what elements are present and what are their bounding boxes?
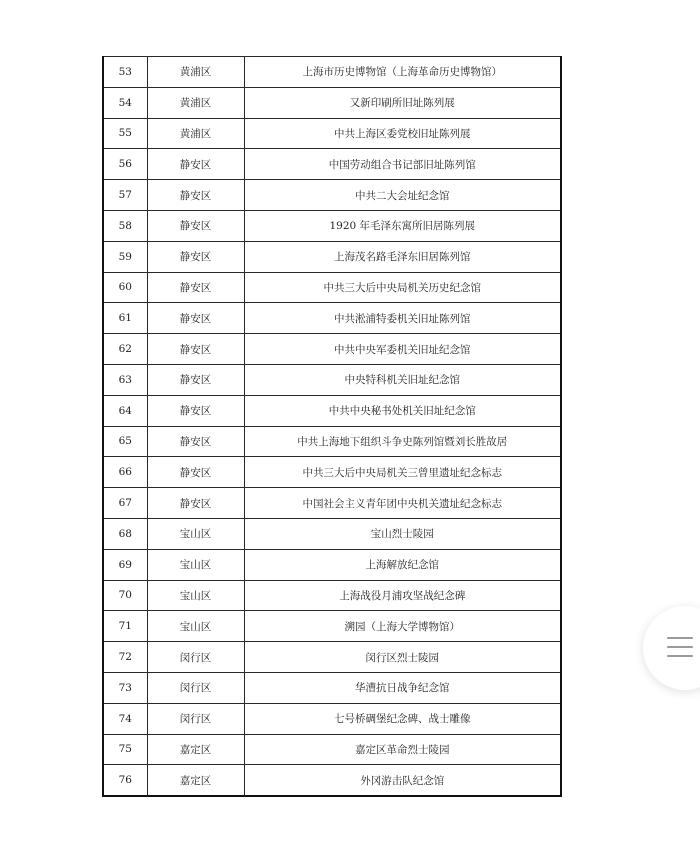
- site-name-cell: 中央特科机关旧址纪念馆: [244, 364, 561, 395]
- site-name-cell: 宝山烈士陵园: [244, 518, 561, 549]
- site-name-cell: 嘉定区革命烈士陵园: [244, 734, 561, 765]
- site-name-cell: 闵行区烈士陵园: [244, 642, 561, 673]
- row-number-cell: 59: [103, 241, 147, 272]
- site-name-cell: 中共淞浦特委机关旧址陈列馆: [244, 303, 561, 334]
- row-number-cell: 62: [103, 334, 147, 365]
- site-name-cell: 1920 年毛泽东寓所旧居陈列展: [244, 210, 561, 241]
- table-row: [103, 457, 561, 488]
- site-name-cell: 中国劳动组合书记部旧址陈列馆: [244, 149, 561, 180]
- table-row: [103, 580, 561, 611]
- row-number-cell: 71: [103, 611, 147, 642]
- site-name-cell: 中共三大后中央局机关三曾里遗址纪念标志: [244, 457, 561, 488]
- district-cell: 静安区: [147, 395, 244, 426]
- district-cell: 静安区: [147, 272, 244, 303]
- table-row: [103, 57, 561, 88]
- table-row: [103, 518, 561, 549]
- table-row: [103, 149, 561, 180]
- district-cell: 宝山区: [147, 611, 244, 642]
- site-name-cell: 上海战役月浦攻坚战纪念碑: [244, 580, 561, 611]
- row-number-cell: 65: [103, 426, 147, 457]
- row-number-cell: 60: [103, 272, 147, 303]
- district-cell: 宝山区: [147, 518, 244, 549]
- table-row: [103, 672, 561, 703]
- district-cell: 静安区: [147, 180, 244, 211]
- district-cell: 宝山区: [147, 549, 244, 580]
- district-cell: 嘉定区: [147, 765, 244, 796]
- table-row: [103, 272, 561, 303]
- district-cell: 静安区: [147, 426, 244, 457]
- district-cell: 静安区: [147, 241, 244, 272]
- district-cell: 黄浦区: [147, 118, 244, 149]
- row-number-cell: 73: [103, 672, 147, 703]
- row-number-cell: 68: [103, 518, 147, 549]
- site-name-cell: 中共中央秘书处机关旧址纪念馆: [244, 395, 561, 426]
- district-cell: 闵行区: [147, 703, 244, 734]
- district-cell: 宝山区: [147, 580, 244, 611]
- table-row: [103, 395, 561, 426]
- memorial-sites-table: [102, 56, 562, 797]
- row-number-cell: 55: [103, 118, 147, 149]
- site-name-cell: 中共中央军委机关旧址纪念馆: [244, 334, 561, 365]
- table-row: [103, 488, 561, 519]
- row-number-cell: 64: [103, 395, 147, 426]
- row-number-cell: 66: [103, 457, 147, 488]
- row-number-cell: 63: [103, 364, 147, 395]
- row-number-cell: 61: [103, 303, 147, 334]
- district-cell: 静安区: [147, 457, 244, 488]
- table-row: [103, 611, 561, 642]
- site-name-cell: 七号桥碉堡纪念碑、战士雕像: [244, 703, 561, 734]
- row-number-cell: 54: [103, 87, 147, 118]
- district-cell: 静安区: [147, 210, 244, 241]
- row-number-cell: 72: [103, 642, 147, 673]
- district-cell: 嘉定区: [147, 734, 244, 765]
- site-name-cell: 中共上海地下组织斗争史陈列馆暨刘长胜故居: [244, 426, 561, 457]
- table-row: [103, 426, 561, 457]
- row-number-cell: 53: [103, 57, 147, 88]
- row-number-cell: 74: [103, 703, 147, 734]
- row-number-cell: 67: [103, 488, 147, 519]
- row-number-cell: 75: [103, 734, 147, 765]
- table-row: [103, 210, 561, 241]
- hamburger-menu-icon: [667, 637, 693, 664]
- table-row: [103, 87, 561, 118]
- table-row: [103, 703, 561, 734]
- site-name-cell: 溯园（上海大学博物馆）: [244, 611, 561, 642]
- site-name-cell: 华漕抗日战争纪念馆: [244, 672, 561, 703]
- table-body: [103, 57, 561, 797]
- table-row: [103, 642, 561, 673]
- district-cell: 黄浦区: [147, 87, 244, 118]
- row-number-cell: 76: [103, 765, 147, 796]
- row-number-cell: 70: [103, 580, 147, 611]
- district-cell: 静安区: [147, 303, 244, 334]
- row-number-cell: 69: [103, 549, 147, 580]
- district-cell: 静安区: [147, 364, 244, 395]
- district-cell: 黄浦区: [147, 57, 244, 88]
- table-row: [103, 549, 561, 580]
- table-row: [103, 765, 561, 796]
- district-cell: 静安区: [147, 149, 244, 180]
- row-number-cell: 56: [103, 149, 147, 180]
- memorial-sites-table-container: [102, 56, 560, 797]
- site-name-cell: 中共三大后中央局机关历史纪念馆: [244, 272, 561, 303]
- table-row: [103, 118, 561, 149]
- site-name-cell: 上海解放纪念馆: [244, 549, 561, 580]
- district-cell: 闵行区: [147, 672, 244, 703]
- district-cell: 静安区: [147, 488, 244, 519]
- site-name-cell: 外冈游击队纪念馆: [244, 765, 561, 796]
- table-row: [103, 364, 561, 395]
- table-row: [103, 303, 561, 334]
- site-name-cell: 中共二大会址纪念馆: [244, 180, 561, 211]
- site-name-cell: 上海茂名路毛泽东旧居陈列馆: [244, 241, 561, 272]
- table-row: [103, 241, 561, 272]
- site-name-cell: 又新印刷所旧址陈列展: [244, 87, 561, 118]
- site-name-cell: 中国社会主义青年团中央机关遗址纪念标志: [244, 488, 561, 519]
- table-row: [103, 334, 561, 365]
- floating-menu-button[interactable]: [643, 606, 700, 690]
- district-cell: 闵行区: [147, 642, 244, 673]
- table-row: [103, 180, 561, 211]
- site-name-cell: 中共上海区委党校旧址陈列展: [244, 118, 561, 149]
- row-number-cell: 57: [103, 180, 147, 211]
- district-cell: 静安区: [147, 334, 244, 365]
- table-row: [103, 734, 561, 765]
- site-name-cell: 上海市历史博物馆（上海革命历史博物馆）: [244, 57, 561, 88]
- row-number-cell: 58: [103, 210, 147, 241]
